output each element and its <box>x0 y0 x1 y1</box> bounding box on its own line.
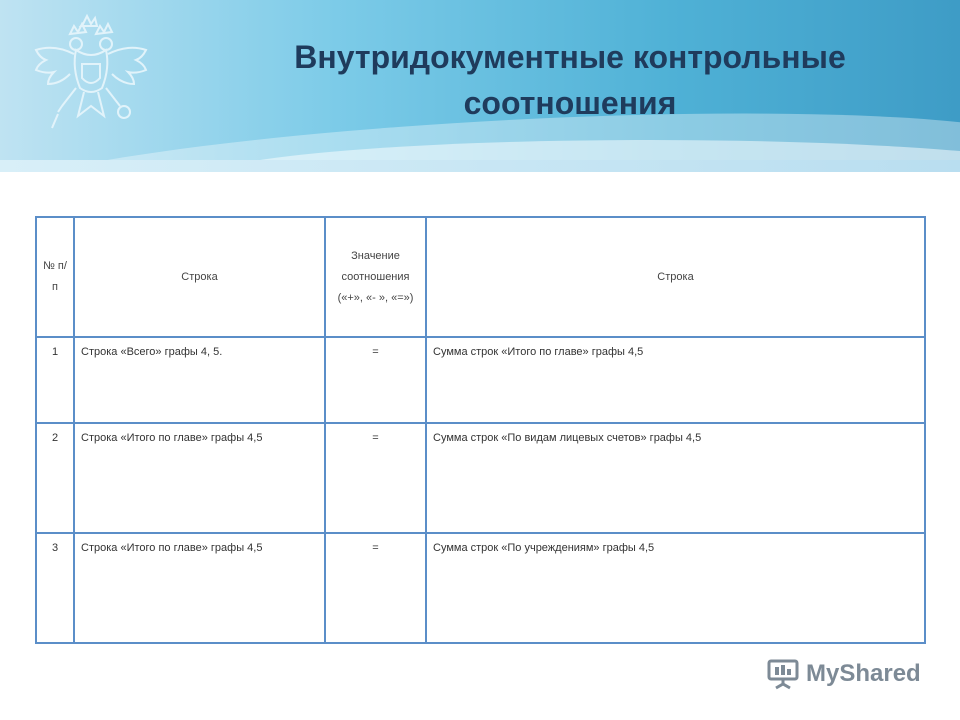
double-headed-eagle-emblem-icon <box>30 14 152 146</box>
row-right: Сумма строк «Итого по главе» графы 4,5 <box>426 337 925 423</box>
header-row-left: Строка <box>74 217 325 337</box>
table-row <box>36 533 925 643</box>
slide-title-line-1: Внутридокументные контрольные <box>294 39 846 75</box>
row-num: 3 <box>36 533 74 643</box>
watermark-text: MyShared <box>806 660 921 687</box>
row-num: 1 <box>36 337 74 423</box>
row-right: Сумма строк «По учреждениям» графы 4,5 <box>426 533 925 643</box>
row-left: Строка «Итого по главе» графы 4,5 <box>74 533 325 643</box>
slide-title-line-2: соотношения <box>463 85 677 121</box>
table-header-row <box>36 217 925 337</box>
myshared-logo-icon <box>766 657 800 691</box>
header-strip <box>0 160 960 172</box>
row-right: Сумма строк «По видам лицевых счетов» графы 4,5 <box>426 423 925 533</box>
row-left: Строка «Всего» графы 4, 5. <box>74 337 325 423</box>
control-ratios-table <box>35 216 926 644</box>
header-relation: Значение соотношения («+», «- », «=») <box>325 217 426 337</box>
row-sign: = <box>325 533 426 643</box>
table-row <box>36 337 925 423</box>
row-num: 2 <box>36 423 74 533</box>
slide-title <box>200 34 940 126</box>
slide-header <box>0 0 960 172</box>
row-sign: = <box>325 423 426 533</box>
row-sign: = <box>325 337 426 423</box>
row-left: Строка «Итого по главе» графы 4,5 <box>74 423 325 533</box>
table-row <box>36 423 925 533</box>
header-row-right: Строка <box>426 217 925 337</box>
myshared-watermark <box>766 656 921 692</box>
header-num: № п/п <box>36 217 74 337</box>
